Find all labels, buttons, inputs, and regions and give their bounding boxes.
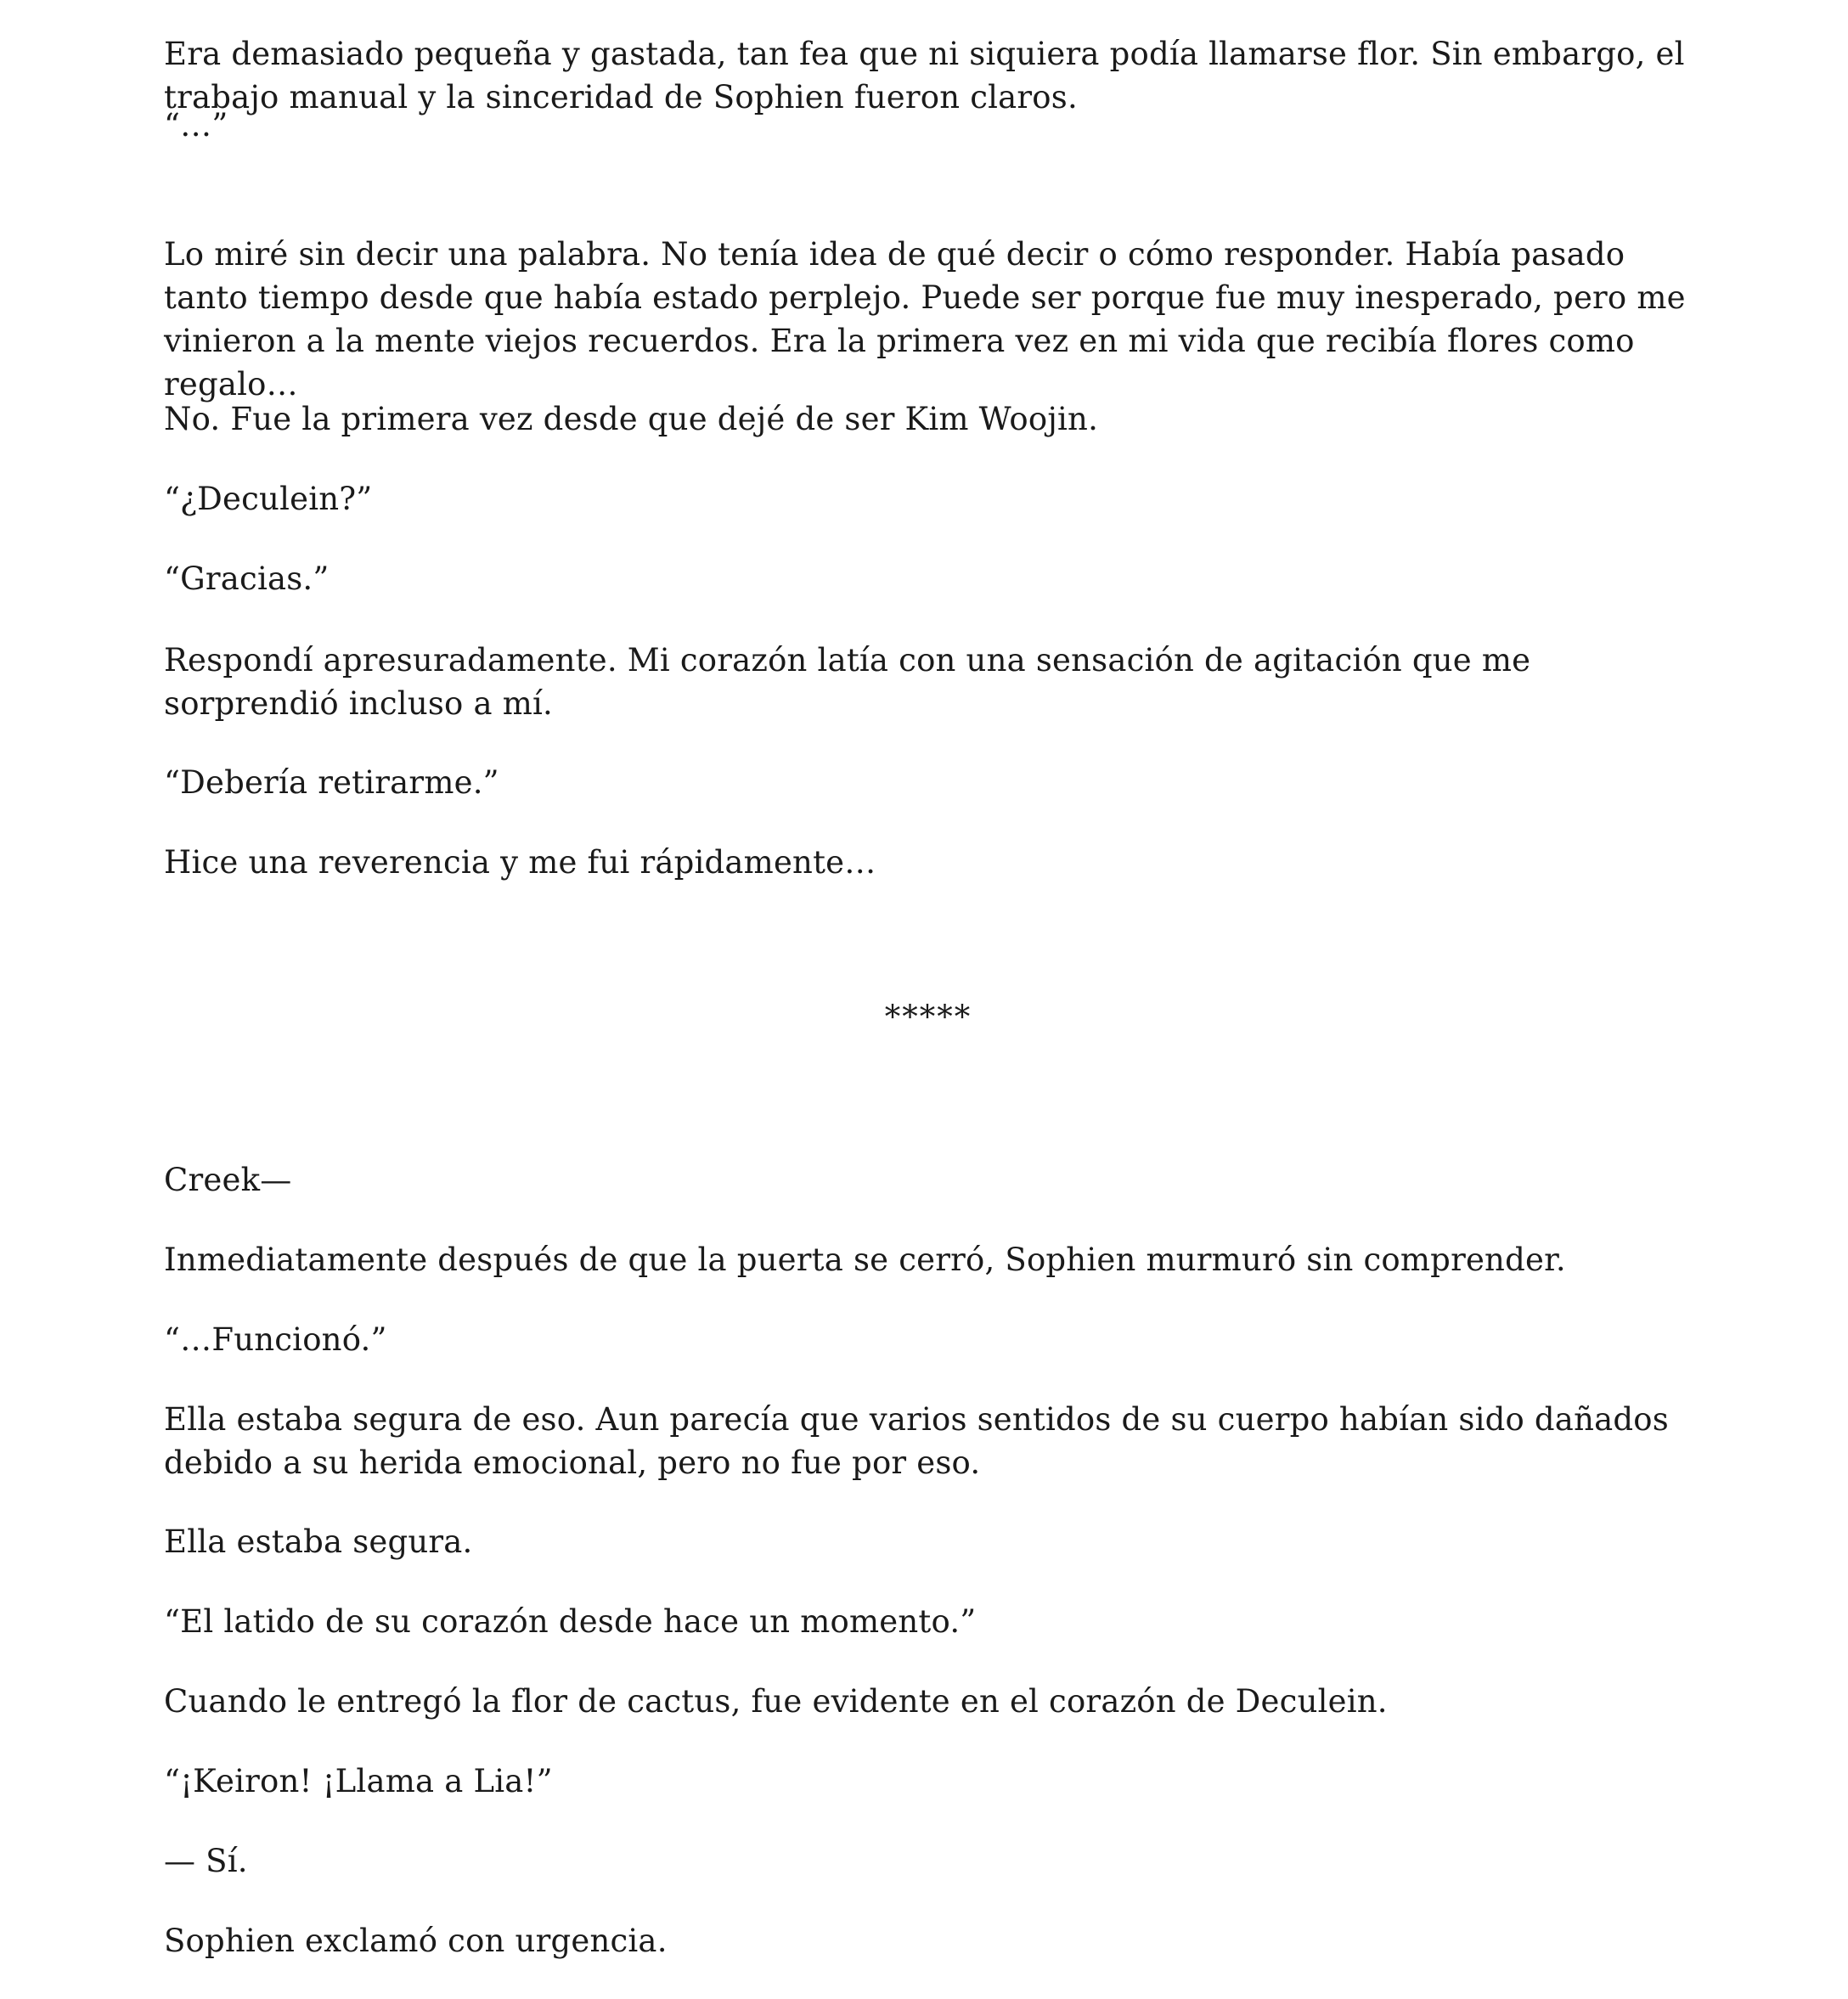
paragraph: — Sí. <box>164 1843 248 1879</box>
paragraph: “…Funcionó.” <box>164 1321 387 1358</box>
paragraph: No. Fue la primera vez desde que dejé de ser Kim Woojin. <box>164 401 1099 437</box>
paragraph: Ella estaba segura de eso. Aun parecía que varios sentidos de su cuerpo habían sido dañados debido a su herida emocional, pero no fue por eso. <box>164 1401 1669 1481</box>
paragraph: “El latido de su corazón desde hace un momento.” <box>164 1603 977 1640</box>
paragraph: Inmediatamente después de que la puerta se cerró, Sophien murmuró sin comprender. <box>164 1242 1566 1278</box>
document-page <box>164 0 1693 1999</box>
paragraph: Respondí apresuradamente. Mi corazón latía con una sensación de agitación que me sorprendió incluso a mí. <box>164 642 1531 722</box>
paragraph: Ella estaba segura. <box>164 1523 473 1560</box>
paragraph: “¡Keiron! ¡Llama a Lia!” <box>164 1763 553 1799</box>
paragraph: Lo miré sin decir una palabra. No tenía idea de qué decir o cómo responder. Había pasado tanto tiempo desde que había estado perplejo. Puede ser porque fue muy inesperado, pero me vinieron a la mente viejos recuerdos. Era la primera vez en mi vida que recibía flores como regalo… <box>164 236 1686 403</box>
paragraph: Creek— <box>164 1162 292 1198</box>
paragraph: “¿Deculein?” <box>164 481 373 517</box>
paragraph: “Gracias.” <box>164 560 330 597</box>
paragraph: Cuando le entregó la flor de cactus, fue evidente en el corazón de Deculein. <box>164 1683 1388 1720</box>
paragraph: “…” <box>164 107 228 144</box>
paragraph: Hice una reverencia y me fui rápidamente… <box>164 844 876 881</box>
paragraph: “Debería retirarme.” <box>164 764 499 801</box>
paragraph: Era demasiado pequeña y gastada, tan fea que ni siquiera podía llamarse flor. Sin embargo, el trabajo manual y la sinceridad de Sophien fueron claros. <box>164 36 1685 115</box>
paragraph: Sophien exclamó con urgencia. <box>164 1923 668 1959</box>
section-divider: ***** <box>884 999 972 1035</box>
